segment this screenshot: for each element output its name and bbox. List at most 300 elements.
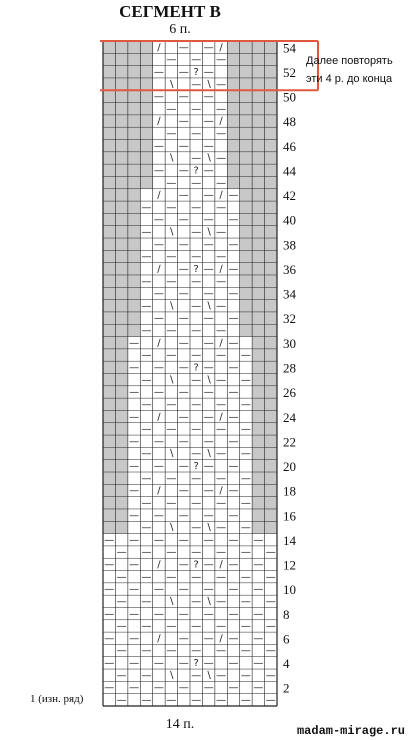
no-stitch-cell <box>115 497 127 509</box>
stitch-symbol: — <box>141 374 152 386</box>
stitch-symbol: — <box>203 436 214 448</box>
no-stitch-cell <box>115 447 127 459</box>
stitch-symbol: — <box>141 276 152 288</box>
no-stitch-cell <box>265 164 277 176</box>
no-stitch-cell <box>103 497 115 509</box>
no-stitch-cell <box>252 324 264 336</box>
stitch-symbol: — <box>216 54 227 66</box>
stitch-symbol: — <box>191 522 202 534</box>
row-number: 38 <box>283 237 296 253</box>
stitch-symbol: — <box>216 522 227 534</box>
stitch-symbol: — <box>203 165 214 177</box>
no-stitch-cell <box>265 398 277 410</box>
stitch-symbol: — <box>253 633 264 645</box>
stitch-symbol: — <box>178 42 189 54</box>
no-stitch-cell <box>115 213 127 225</box>
no-stitch-cell <box>140 66 152 78</box>
no-stitch-cell <box>252 189 264 201</box>
stitch-symbol: — <box>216 325 227 337</box>
stitch-symbol: ∕ <box>157 116 161 128</box>
stitch-symbol: — <box>265 547 276 559</box>
no-stitch-cell <box>115 287 127 299</box>
no-stitch-cell <box>103 423 115 435</box>
no-stitch-cell <box>252 521 264 533</box>
stitch-symbol: — <box>203 140 214 152</box>
no-stitch-cell <box>265 410 277 422</box>
no-stitch-cell <box>103 78 115 90</box>
no-stitch-cell <box>252 337 264 349</box>
no-stitch-cell <box>128 53 140 65</box>
no-stitch-cell <box>227 103 239 115</box>
no-stitch-cell <box>128 41 140 53</box>
stitch-symbol: — <box>228 436 239 448</box>
stitch-symbol: — <box>240 695 251 706</box>
stitch-symbol: — <box>228 633 239 645</box>
no-stitch-cell <box>265 423 277 435</box>
stitch-symbol: — <box>191 621 202 633</box>
no-stitch-cell <box>227 176 239 188</box>
stitch-symbol: — <box>178 214 189 226</box>
no-stitch-cell <box>103 312 115 324</box>
stitch-symbol: — <box>265 695 276 706</box>
stitch-symbol: — <box>228 313 239 325</box>
stitch-symbol: — <box>178 411 189 423</box>
stitch-symbol: — <box>116 571 127 583</box>
no-stitch-cell <box>252 164 264 176</box>
stitch-symbol: — <box>191 54 202 66</box>
stitch-symbol: — <box>129 510 140 522</box>
no-stitch-cell <box>128 287 140 299</box>
stitch-symbol: — <box>203 214 214 226</box>
stitch-symbol: — <box>166 276 177 288</box>
stitch-symbol: — <box>104 534 115 546</box>
stitch-symbol: — <box>166 621 177 633</box>
stitch-symbol: ? <box>193 263 199 275</box>
no-stitch-cell <box>265 226 277 238</box>
stitch-symbol: ? <box>193 461 199 473</box>
no-stitch-cell <box>265 460 277 472</box>
stitch-symbol: — <box>203 485 214 497</box>
no-stitch-cell <box>115 127 127 139</box>
stitch-symbol: — <box>129 584 140 596</box>
stitch-symbol: ∕ <box>157 633 161 645</box>
stitch-symbol: — <box>228 263 239 275</box>
row-number: 44 <box>283 163 296 179</box>
repeat-note-line-1: Далее повторять <box>306 55 393 67</box>
stitch-symbol: — <box>141 571 152 583</box>
stitch-symbol: — <box>265 571 276 583</box>
no-stitch-cell <box>115 312 127 324</box>
stitch-symbol: — <box>153 461 164 473</box>
stitch-symbol: — <box>240 522 251 534</box>
stitch-symbol: — <box>178 658 189 670</box>
stitch-symbol: — <box>141 300 152 312</box>
stitch-symbol: — <box>129 337 140 349</box>
stitch-symbol: — <box>265 645 276 657</box>
stitch-symbol: — <box>240 571 251 583</box>
stitch-symbol: — <box>240 670 251 682</box>
no-stitch-cell <box>252 386 264 398</box>
stitch-symbol: — <box>166 103 177 115</box>
no-stitch-cell <box>128 226 140 238</box>
row-number: 54 <box>283 40 296 56</box>
stitch-symbol: — <box>178 288 189 300</box>
stitch-symbol: — <box>141 325 152 337</box>
stitch-symbol: — <box>240 350 251 362</box>
stitch-symbol: — <box>216 103 227 115</box>
no-stitch-cell <box>240 312 252 324</box>
no-stitch-cell <box>265 238 277 250</box>
stitch-symbol: — <box>129 608 140 620</box>
stitch-symbol: — <box>216 596 227 608</box>
stitch-symbol: — <box>178 91 189 103</box>
no-stitch-cell <box>265 472 277 484</box>
stitch-symbol: — <box>178 66 189 78</box>
stitch-symbol: ∖ <box>168 670 175 682</box>
stitch-symbol: — <box>216 547 227 559</box>
stitch-symbol: — <box>178 559 189 571</box>
stitch-symbol: — <box>166 54 177 66</box>
stitch-symbol: — <box>178 337 189 349</box>
no-stitch-cell <box>140 53 152 65</box>
stitch-symbol: — <box>153 288 164 300</box>
stitch-symbol: — <box>191 177 202 189</box>
stitch-symbol: ? <box>193 165 199 177</box>
no-stitch-cell <box>103 201 115 213</box>
no-stitch-cell <box>240 66 252 78</box>
no-stitch-cell <box>240 164 252 176</box>
stitch-symbol: — <box>166 177 177 189</box>
stitch-symbol: — <box>116 670 127 682</box>
no-stitch-cell <box>240 275 252 287</box>
no-stitch-cell <box>252 103 264 115</box>
stitch-symbol: — <box>228 337 239 349</box>
no-stitch-cell <box>115 66 127 78</box>
no-stitch-cell <box>265 140 277 152</box>
stitch-symbol: — <box>191 374 202 386</box>
stitch-symbol: ∕ <box>157 190 161 202</box>
no-stitch-cell <box>103 300 115 312</box>
stitch-symbol: — <box>265 670 276 682</box>
stitch-symbol: — <box>178 584 189 596</box>
stitch-symbol: — <box>240 497 251 509</box>
stitch-symbol: — <box>141 202 152 214</box>
no-stitch-cell <box>115 53 127 65</box>
stitch-symbol: — <box>116 645 127 657</box>
no-stitch-cell <box>128 201 140 213</box>
stitch-symbol: — <box>240 473 251 485</box>
stitch-symbol: — <box>153 658 164 670</box>
stitch-symbol: — <box>216 473 227 485</box>
no-stitch-cell <box>115 78 127 90</box>
stitch-symbol: — <box>178 116 189 128</box>
no-stitch-cell <box>115 176 127 188</box>
stitch-symbol: — <box>191 153 202 165</box>
no-stitch-cell <box>240 90 252 102</box>
stitch-symbol: — <box>153 387 164 399</box>
website-watermark: madam-mirage.ru <box>296 724 405 738</box>
no-stitch-cell <box>265 386 277 398</box>
stitch-symbol: — <box>153 66 164 78</box>
no-stitch-cell <box>265 312 277 324</box>
stitch-symbol: — <box>191 276 202 288</box>
stitch-symbol: ∖ <box>205 79 212 91</box>
stitch-symbol: — <box>166 645 177 657</box>
no-stitch-cell <box>265 361 277 373</box>
no-stitch-cell <box>252 115 264 127</box>
no-stitch-cell <box>252 312 264 324</box>
stitch-symbol: — <box>228 461 239 473</box>
stitch-symbol: — <box>191 497 202 509</box>
no-stitch-cell <box>103 287 115 299</box>
no-stitch-cell <box>140 115 152 127</box>
stitch-symbol: — <box>265 621 276 633</box>
stitch-symbol: ∖ <box>168 374 175 386</box>
no-stitch-cell <box>103 447 115 459</box>
no-stitch-cell <box>252 398 264 410</box>
stitch-symbol: — <box>178 633 189 645</box>
stitch-symbol: — <box>104 608 115 620</box>
bottom-stitch-count: 14 п. <box>165 717 195 732</box>
no-stitch-cell <box>227 90 239 102</box>
stitch-symbol: — <box>166 497 177 509</box>
no-stitch-cell <box>252 176 264 188</box>
stitch-symbol: — <box>178 461 189 473</box>
stitch-symbol: — <box>216 645 227 657</box>
stitch-symbol: — <box>240 399 251 411</box>
no-stitch-cell <box>252 472 264 484</box>
no-stitch-cell <box>103 460 115 472</box>
stitch-symbol: — <box>178 140 189 152</box>
stitch-symbol: ∕ <box>219 485 223 497</box>
stitch-symbol: ∕ <box>219 263 223 275</box>
no-stitch-cell <box>115 152 127 164</box>
no-stitch-cell <box>115 140 127 152</box>
row-number: 32 <box>283 311 296 327</box>
no-stitch-cell <box>265 275 277 287</box>
no-stitch-cell <box>140 152 152 164</box>
no-stitch-cell <box>252 152 264 164</box>
row-number: 22 <box>283 434 296 450</box>
stitch-symbol: — <box>153 510 164 522</box>
no-stitch-cell <box>115 250 127 262</box>
stitch-symbol: ∖ <box>205 522 212 534</box>
no-stitch-cell <box>128 90 140 102</box>
stitch-symbol: — <box>129 682 140 694</box>
no-stitch-cell <box>265 521 277 533</box>
no-stitch-cell <box>265 349 277 361</box>
row-number: 28 <box>283 360 296 376</box>
stitch-symbol: — <box>228 658 239 670</box>
no-stitch-cell <box>265 115 277 127</box>
no-stitch-cell <box>265 497 277 509</box>
row-number: 42 <box>283 188 296 204</box>
stitch-symbol: — <box>203 682 214 694</box>
no-stitch-cell <box>103 337 115 349</box>
no-stitch-cell <box>240 115 252 127</box>
no-stitch-cell <box>103 484 115 496</box>
no-stitch-cell <box>103 53 115 65</box>
stitch-symbol: — <box>166 251 177 263</box>
stitch-symbol: — <box>240 645 251 657</box>
no-stitch-cell <box>128 189 140 201</box>
stitch-symbol: — <box>129 461 140 473</box>
stitch-symbol: — <box>129 534 140 546</box>
no-stitch-cell <box>103 509 115 521</box>
stitch-symbol: — <box>178 362 189 374</box>
no-stitch-cell <box>140 78 152 90</box>
no-stitch-cell <box>265 250 277 262</box>
no-stitch-cell <box>103 238 115 250</box>
no-stitch-cell <box>252 361 264 373</box>
no-stitch-cell <box>140 90 152 102</box>
no-stitch-cell <box>128 324 140 336</box>
stitch-symbol: — <box>228 608 239 620</box>
stitch-symbol: — <box>116 621 127 633</box>
stitch-symbol: — <box>216 128 227 140</box>
stitch-symbol: — <box>191 202 202 214</box>
stitch-symbol: ∕ <box>219 411 223 423</box>
no-stitch-cell <box>140 140 152 152</box>
stitch-symbol: — <box>216 153 227 165</box>
stitch-symbol: ∖ <box>168 227 175 239</box>
stitch-symbol: — <box>203 387 214 399</box>
no-stitch-cell <box>240 300 252 312</box>
stitch-symbol: ∖ <box>168 448 175 460</box>
stitch-symbol: — <box>166 399 177 411</box>
row-number: 24 <box>283 409 296 425</box>
stitch-symbol: — <box>191 596 202 608</box>
stitch-symbol: — <box>141 695 152 706</box>
no-stitch-cell <box>140 176 152 188</box>
stitch-symbol: — <box>228 362 239 374</box>
stitch-symbol: — <box>153 362 164 374</box>
no-stitch-cell <box>128 66 140 78</box>
stitch-symbol: — <box>228 510 239 522</box>
stitch-symbol: ∕ <box>219 633 223 645</box>
row-number: 4 <box>283 656 290 672</box>
stitch-symbol: — <box>253 559 264 571</box>
stitch-symbol: ? <box>193 66 199 78</box>
no-stitch-cell <box>265 509 277 521</box>
no-stitch-cell <box>128 115 140 127</box>
stitch-symbol: — <box>141 670 152 682</box>
no-stitch-cell <box>240 250 252 262</box>
no-stitch-cell <box>240 324 252 336</box>
stitch-symbol: — <box>240 621 251 633</box>
stitch-symbol: — <box>191 547 202 559</box>
no-stitch-cell <box>103 176 115 188</box>
stitch-symbol: — <box>166 202 177 214</box>
stitch-symbol: — <box>141 473 152 485</box>
stitch-symbol: — <box>240 374 251 386</box>
stitch-symbol: — <box>228 411 239 423</box>
no-stitch-cell <box>240 263 252 275</box>
stitch-symbol: — <box>141 448 152 460</box>
stitch-symbol: ∖ <box>205 596 212 608</box>
row-number: 36 <box>283 261 296 277</box>
stitch-symbol: — <box>228 239 239 251</box>
row-number: 16 <box>283 508 296 524</box>
stitch-symbol: — <box>191 103 202 115</box>
no-stitch-cell <box>240 103 252 115</box>
no-stitch-cell <box>115 201 127 213</box>
no-stitch-cell <box>103 386 115 398</box>
no-stitch-cell <box>252 484 264 496</box>
stitch-symbol: ∖ <box>205 153 212 165</box>
no-stitch-cell <box>103 115 115 127</box>
no-stitch-cell <box>265 263 277 275</box>
no-stitch-cell <box>265 324 277 336</box>
no-stitch-cell <box>265 53 277 65</box>
no-stitch-cell <box>115 349 127 361</box>
no-stitch-cell <box>227 140 239 152</box>
stitch-symbol: ∖ <box>205 227 212 239</box>
no-stitch-cell <box>115 164 127 176</box>
stitch-symbol: — <box>153 584 164 596</box>
no-stitch-cell <box>103 472 115 484</box>
no-stitch-cell <box>252 90 264 102</box>
stitch-symbol: — <box>253 608 264 620</box>
stitch-symbol: — <box>153 608 164 620</box>
no-stitch-cell <box>265 127 277 139</box>
no-stitch-cell <box>265 447 277 459</box>
stitch-symbol: — <box>153 436 164 448</box>
no-stitch-cell <box>265 435 277 447</box>
stitch-symbol: — <box>253 534 264 546</box>
no-stitch-cell <box>115 361 127 373</box>
stitch-symbol: — <box>216 448 227 460</box>
stitch-symbol: — <box>203 584 214 596</box>
no-stitch-cell <box>128 103 140 115</box>
stitch-symbol: — <box>153 91 164 103</box>
no-stitch-cell <box>265 176 277 188</box>
row-number: 48 <box>283 114 296 130</box>
stitch-symbol: ∖ <box>205 374 212 386</box>
no-stitch-cell <box>252 201 264 213</box>
stitch-symbol: — <box>116 596 127 608</box>
stitch-symbol: — <box>129 658 140 670</box>
stitch-symbol: — <box>104 584 115 596</box>
no-stitch-cell <box>240 238 252 250</box>
row-number: 12 <box>283 557 296 573</box>
no-stitch-cell <box>115 263 127 275</box>
repeat-note <box>306 52 411 88</box>
stitch-symbol: — <box>216 350 227 362</box>
no-stitch-cell <box>265 374 277 386</box>
no-stitch-cell <box>115 324 127 336</box>
stitch-symbol: — <box>203 608 214 620</box>
stitch-symbol: — <box>129 387 140 399</box>
stitch-symbol: — <box>253 658 264 670</box>
stitch-symbol: — <box>178 387 189 399</box>
no-stitch-cell <box>115 238 127 250</box>
no-stitch-cell <box>240 152 252 164</box>
no-stitch-cell <box>265 103 277 115</box>
no-stitch-cell <box>252 447 264 459</box>
stitch-symbol: — <box>178 263 189 275</box>
no-stitch-cell <box>103 435 115 447</box>
stitch-symbol: — <box>166 350 177 362</box>
no-stitch-cell <box>252 140 264 152</box>
stitch-symbol: ∕ <box>157 411 161 423</box>
row-number: 20 <box>283 459 296 475</box>
no-stitch-cell <box>128 152 140 164</box>
no-stitch-cell <box>252 410 264 422</box>
no-stitch-cell <box>265 484 277 496</box>
stitch-symbol: — <box>141 645 152 657</box>
repeat-note-line-2: эти 4 р. до конца <box>306 73 393 85</box>
